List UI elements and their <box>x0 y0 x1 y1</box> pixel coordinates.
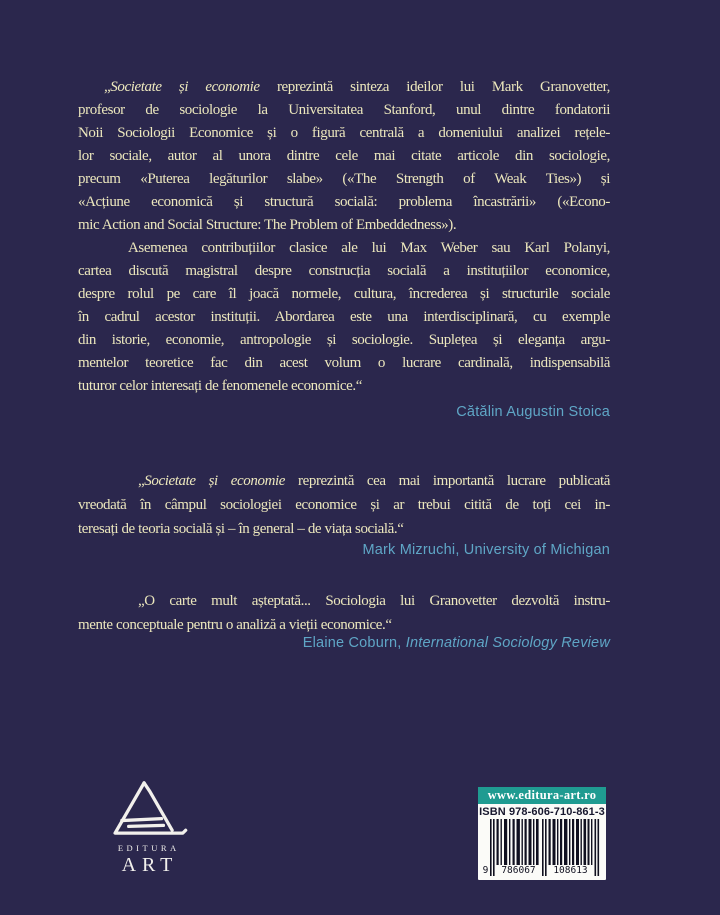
quote-line: Noii Sociologii Economice și o figură centrală a domeniului analizei rețele- <box>78 125 610 141</box>
art-triangle-icon <box>106 779 188 837</box>
attribution-mark-mizruchi: Mark Mizruchi, University of Michigan <box>362 542 610 558</box>
quote-line: mentelor teoretice fac din acest volum o lucrare cardinală, indispensabilă <box>78 355 610 371</box>
quote-block-granovetter-review-1 <box>78 76 610 398</box>
quote-block-granovetter-review-2 <box>78 469 610 541</box>
editura-art-logo <box>106 779 188 877</box>
quote-line: mic Action and Social Structure: The Problem of Embeddedness»). <box>78 217 457 233</box>
quote-line: din istorie, economie, antropologie și sociologie. Suplețea și eleganța argu- <box>78 332 610 348</box>
attribution-catalin-stoica: Cătălin Augustin Stoica <box>456 404 610 420</box>
quote-line: „Societate și economie reprezintă sinteza ideilor lui Mark Granovetter, <box>104 79 610 95</box>
publisher-label-editura: EDITURA <box>117 843 180 853</box>
quote-line: teresați de teoria socială și – în general – de viața socială.“ <box>78 521 404 537</box>
quote-line: precum «Puterea legăturilor slabe» («The Strength of Weak Ties») și <box>78 171 610 187</box>
quote-line: „O carte mult așteptată... Sociologia lui Granovetter dezvoltă instru- <box>138 593 610 609</box>
quote-line: Asemenea contribuțiilor clasice ale lui Max Weber sau Karl Polanyi, <box>128 240 610 256</box>
quote-line: cartea discută magistral despre construcția socială a instituțiilor economice, <box>78 263 610 279</box>
publisher-label-art: ART <box>121 854 179 876</box>
quote-line: tuturor celor interesați de fenomenele economice.“ <box>78 378 363 394</box>
quote-line: lor sociale, autor al unora dintre cele mai citate articole din sociologie, <box>78 148 610 164</box>
ean-barcode <box>482 819 602 877</box>
quote-line: „Societate și economie reprezintă cea mai importantă lucrare publicată <box>138 473 611 489</box>
quote-line: în cadrul acestor instituții. Abordarea este una interdisciplinară, cu exemple <box>78 309 610 325</box>
barcode-digit-group: 9 <box>482 865 489 876</box>
isbn-label: ISBN 978-606-710-861-3 <box>479 806 605 818</box>
quote-line: mente conceptuale pentru o analiză a vieții economice.“ <box>78 617 392 633</box>
barcode-digit-group: 786067 <box>497 865 540 877</box>
quote-line: despre rolul pe care îl joacă normele, cultura, încrederea și structurile sociale <box>78 286 610 302</box>
quote-line: vreodată în câmpul sociologiei economice și ar trebui citită de toți cei in- <box>78 497 610 513</box>
quote-block-granovetter-review-3 <box>78 589 610 637</box>
barcode-panel <box>478 787 606 880</box>
barcode-digit-group: 108613 <box>549 865 592 877</box>
publisher-website: www.editura-art.ro <box>478 787 606 804</box>
barcode-digits <box>482 865 602 877</box>
quote-line: «Acțiune economică și structură socială: problema încastrării» («Econo- <box>78 194 610 210</box>
quote-line: profesor de sociologie la Universitatea Stanford, unul dintre fondatorii <box>78 102 610 118</box>
attribution-elaine-coburn: Elaine Coburn, International Sociology Review <box>302 635 610 651</box>
